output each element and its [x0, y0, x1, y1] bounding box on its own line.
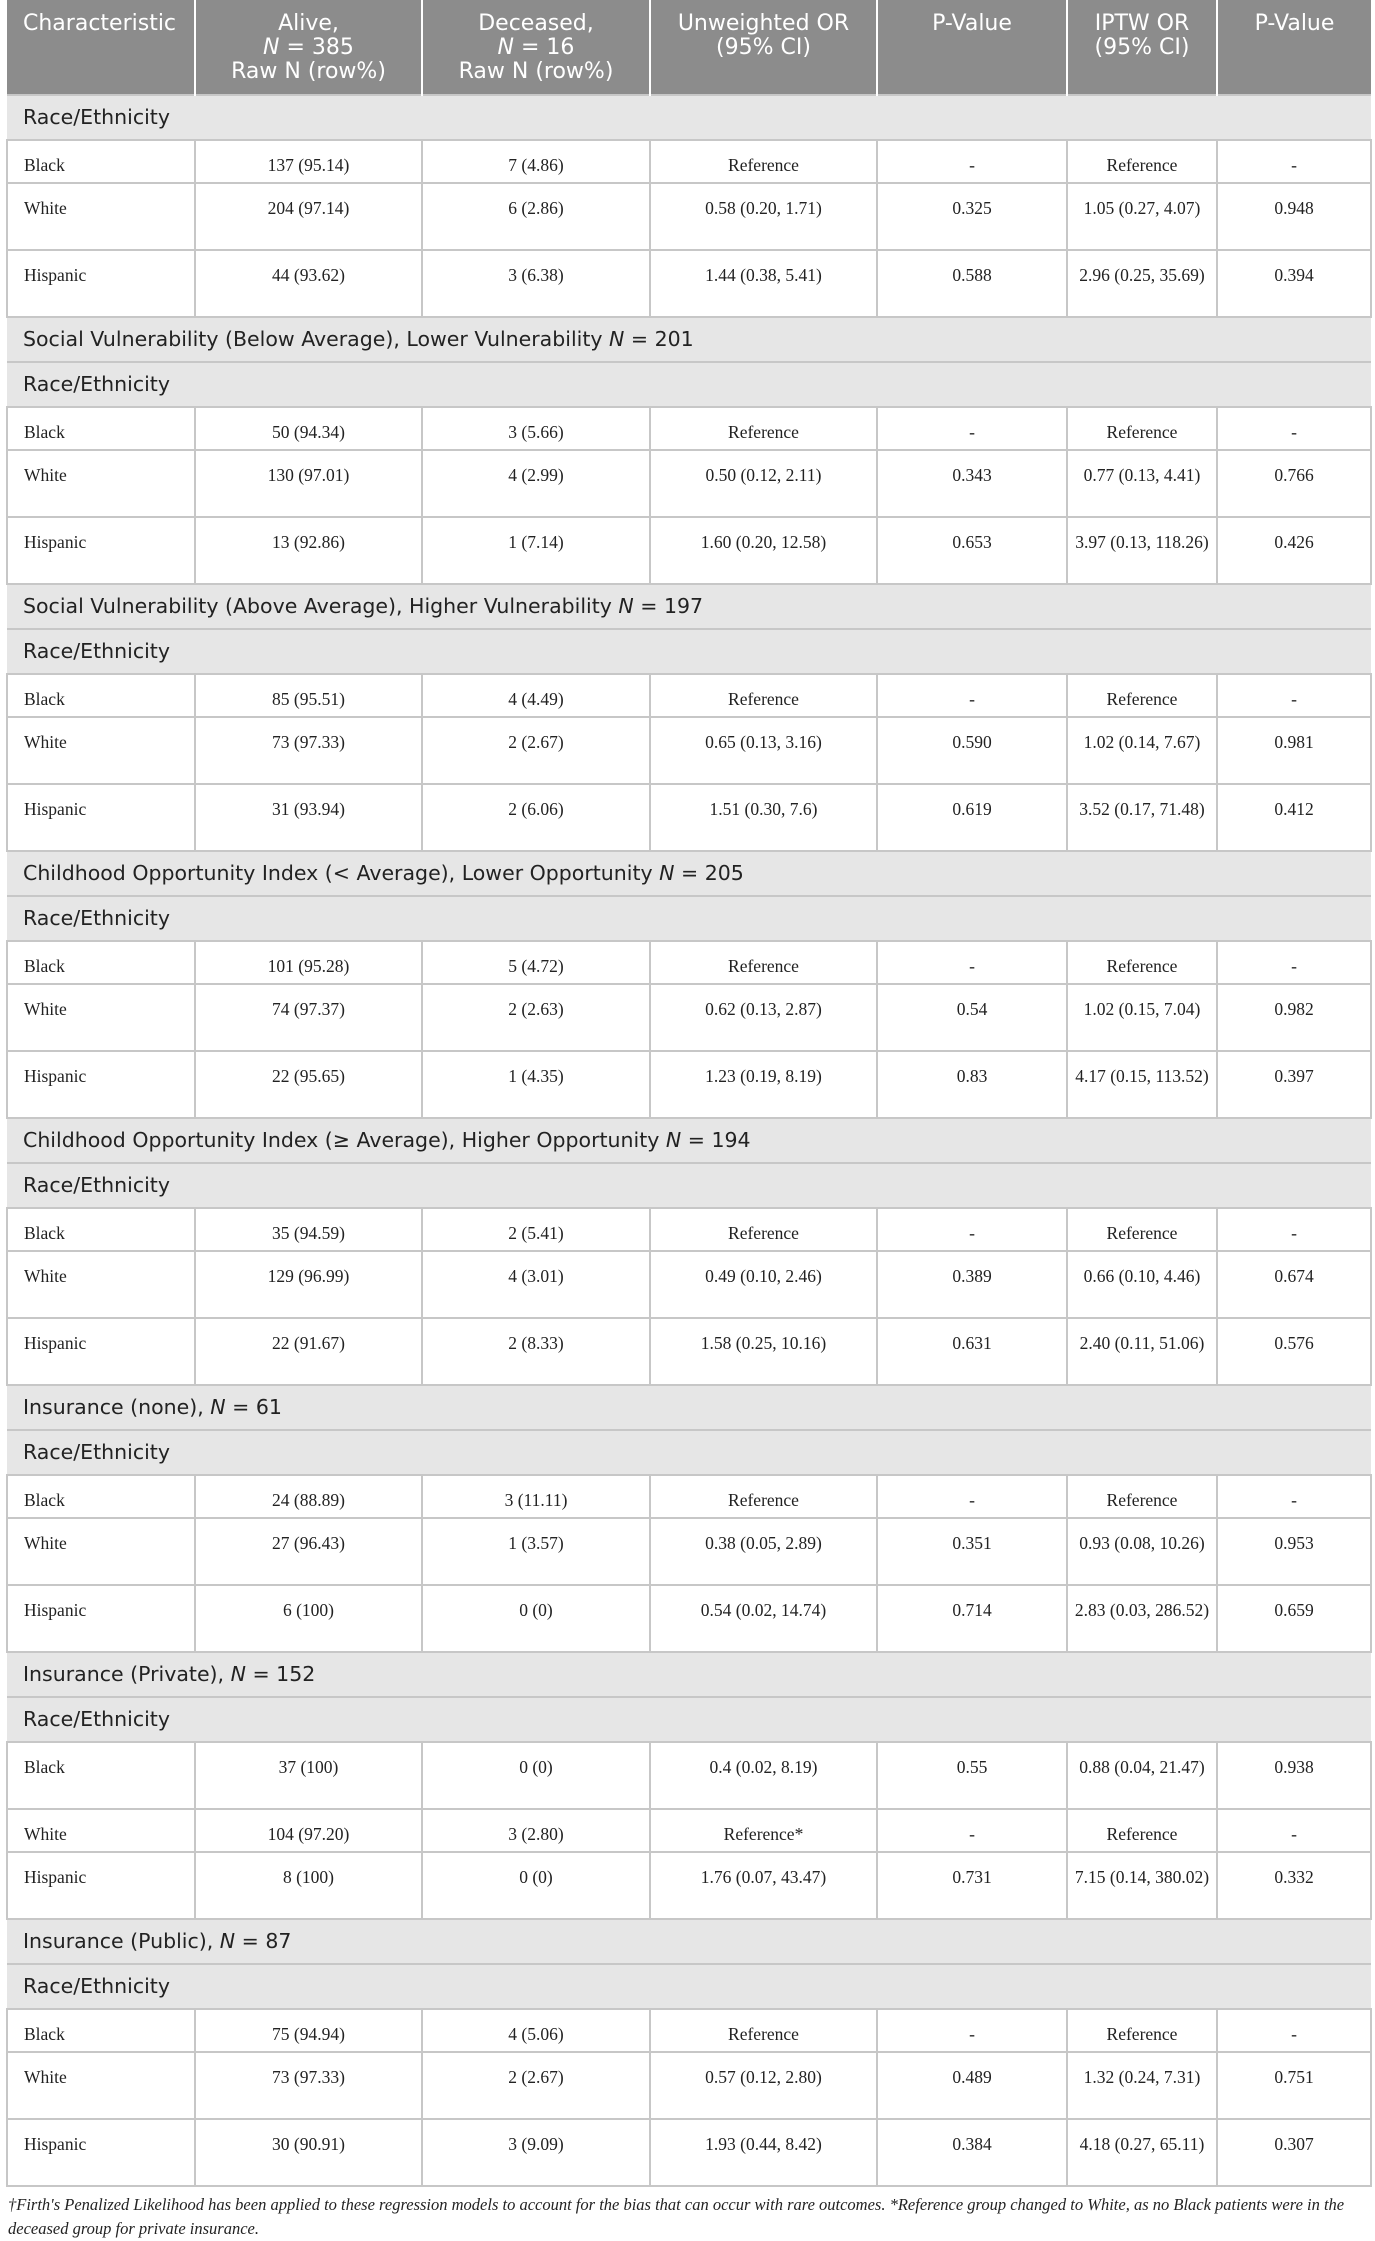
cell-pvalue-1: - — [877, 2009, 1067, 2052]
subheader-race-ethnicity: Race/Ethnicity — [7, 362, 1371, 407]
cell-deceased: 4 (4.49) — [422, 674, 650, 717]
table-body — [7, 95, 1371, 2186]
row-label: Hispanic — [7, 1318, 195, 1385]
cell-alive: 104 (97.20) — [195, 1809, 422, 1852]
cell-pvalue-2: 0.412 — [1217, 784, 1371, 851]
cell-unweighted-or: 0.58 (0.20, 1.71) — [650, 183, 877, 250]
section-header-row — [7, 584, 1371, 629]
subheader-race-ethnicity: Race/Ethnicity — [7, 1964, 1371, 2009]
row-label: White — [7, 450, 195, 517]
table-row — [7, 1585, 1371, 1652]
cell-pvalue-1: 0.55 — [877, 1742, 1067, 1809]
cell-pvalue-1: 0.731 — [877, 1852, 1067, 1919]
cell-iptw-or: 3.52 (0.17, 71.48) — [1067, 784, 1217, 851]
table-row — [7, 1742, 1371, 1809]
table-row — [7, 784, 1371, 851]
table-row — [7, 674, 1371, 717]
cell-unweighted-or: 1.76 (0.07, 43.47) — [650, 1852, 877, 1919]
row-label: Black — [7, 2009, 195, 2052]
cell-alive: 137 (95.14) — [195, 140, 422, 183]
section-header-row — [7, 1652, 1371, 1697]
row-label: Black — [7, 140, 195, 183]
cell-pvalue-1: 0.489 — [877, 2052, 1067, 2119]
cell-alive: 37 (100) — [195, 1742, 422, 1809]
cell-deceased: 3 (5.66) — [422, 407, 650, 450]
cell-unweighted-or: 0.62 (0.13, 2.87) — [650, 984, 877, 1051]
cell-alive: 35 (94.59) — [195, 1208, 422, 1251]
cell-unweighted-or: Reference — [650, 941, 877, 984]
cell-unweighted-or: Reference — [650, 1208, 877, 1251]
row-label: Black — [7, 1742, 195, 1809]
cell-pvalue-2: - — [1217, 1208, 1371, 1251]
cell-pvalue-2: 0.307 — [1217, 2119, 1371, 2186]
cell-pvalue-2: 0.576 — [1217, 1318, 1371, 1385]
cell-pvalue-1: 0.590 — [877, 717, 1067, 784]
cell-alive: 13 (92.86) — [195, 517, 422, 584]
table-row — [7, 183, 1371, 250]
cell-alive: 30 (90.91) — [195, 2119, 422, 2186]
cell-deceased: 1 (7.14) — [422, 517, 650, 584]
cell-pvalue-1: 0.619 — [877, 784, 1067, 851]
cell-pvalue-2: 0.981 — [1217, 717, 1371, 784]
cell-deceased: 0 (0) — [422, 1742, 650, 1809]
cell-iptw-or: Reference — [1067, 407, 1217, 450]
cell-pvalue-2: 0.766 — [1217, 450, 1371, 517]
row-label: White — [7, 1809, 195, 1852]
cell-pvalue-1: 0.343 — [877, 450, 1067, 517]
row-label: Hispanic — [7, 2119, 195, 2186]
row-label: Black — [7, 407, 195, 450]
table-row — [7, 1251, 1371, 1318]
cell-deceased: 2 (5.41) — [422, 1208, 650, 1251]
cell-unweighted-or: 0.50 (0.12, 2.11) — [650, 450, 877, 517]
cell-alive: 22 (95.65) — [195, 1051, 422, 1118]
row-label: White — [7, 1518, 195, 1585]
cell-pvalue-1: 0.588 — [877, 250, 1067, 317]
cell-pvalue-1: 0.631 — [877, 1318, 1067, 1385]
row-label: White — [7, 984, 195, 1051]
subheader-race-ethnicity: Race/Ethnicity — [7, 95, 1371, 140]
cell-iptw-or: Reference — [1067, 941, 1217, 984]
subheader-row — [7, 1697, 1371, 1742]
header-unweighted-or: Unweighted OR (95% CI) — [650, 0, 877, 95]
cell-iptw-or: 0.66 (0.10, 4.46) — [1067, 1251, 1217, 1318]
table-row — [7, 984, 1371, 1051]
cell-pvalue-2: 0.674 — [1217, 1251, 1371, 1318]
cell-unweighted-or: 1.44 (0.38, 5.41) — [650, 250, 877, 317]
cell-pvalue-1: 0.351 — [877, 1518, 1067, 1585]
cell-iptw-or: Reference — [1067, 2009, 1217, 2052]
cell-alive: 73 (97.33) — [195, 717, 422, 784]
table-row — [7, 1852, 1371, 1919]
table-container — [6, 0, 1370, 2241]
section-title: Social Vulnerability (Above Average), Higher Vulnerability N = 197 — [7, 584, 1371, 629]
cell-unweighted-or: 0.57 (0.12, 2.80) — [650, 2052, 877, 2119]
cell-unweighted-or: Reference — [650, 2009, 877, 2052]
cell-unweighted-or: 1.93 (0.44, 8.42) — [650, 2119, 877, 2186]
table-row — [7, 2009, 1371, 2052]
table-row — [7, 1208, 1371, 1251]
cell-deceased: 2 (6.06) — [422, 784, 650, 851]
cell-iptw-or: 1.02 (0.15, 7.04) — [1067, 984, 1217, 1051]
header-characteristic: Characteristic — [7, 0, 195, 95]
cell-unweighted-or: 1.58 (0.25, 10.16) — [650, 1318, 877, 1385]
cell-iptw-or: 0.93 (0.08, 10.26) — [1067, 1518, 1217, 1585]
table-row — [7, 517, 1371, 584]
cell-alive: 85 (95.51) — [195, 674, 422, 717]
row-label: White — [7, 717, 195, 784]
footnote: †Firth's Penalized Likelihood has been applied to these regression models to account for the bias that can occur with rare outcomes. *Reference group changed to White, as no Black patients were in the deceased group for private insurance. — [8, 2195, 1345, 2238]
cell-alive: 204 (97.14) — [195, 183, 422, 250]
cell-iptw-or: 2.83 (0.03, 286.52) — [1067, 1585, 1217, 1652]
cell-deceased: 4 (3.01) — [422, 1251, 650, 1318]
section-title: Social Vulnerability (Below Average), Lower Vulnerability N = 201 — [7, 317, 1371, 362]
cell-iptw-or: Reference — [1067, 674, 1217, 717]
cell-unweighted-or: 0.54 (0.02, 14.74) — [650, 1585, 877, 1652]
cell-unweighted-or: Reference — [650, 140, 877, 183]
results-table — [6, 0, 1372, 2187]
table-row — [7, 2052, 1371, 2119]
table-row — [7, 2119, 1371, 2186]
section-title: Insurance (none), N = 61 — [7, 1385, 1371, 1430]
cell-iptw-or: Reference — [1067, 1809, 1217, 1852]
cell-pvalue-2: 0.426 — [1217, 517, 1371, 584]
table-row — [7, 250, 1371, 317]
cell-unweighted-or: Reference — [650, 407, 877, 450]
cell-alive: 50 (94.34) — [195, 407, 422, 450]
cell-deceased: 4 (2.99) — [422, 450, 650, 517]
cell-alive: 24 (88.89) — [195, 1475, 422, 1518]
cell-pvalue-2: 0.659 — [1217, 1585, 1371, 1652]
table-row — [7, 407, 1371, 450]
cell-deceased: 0 (0) — [422, 1852, 650, 1919]
cell-pvalue-1: 0.389 — [877, 1251, 1067, 1318]
row-label: Black — [7, 1475, 195, 1518]
cell-iptw-or: 2.96 (0.25, 35.69) — [1067, 250, 1217, 317]
cell-unweighted-or: 1.60 (0.20, 12.58) — [650, 517, 877, 584]
cell-alive: 75 (94.94) — [195, 2009, 422, 2052]
cell-iptw-or: 3.97 (0.13, 118.26) — [1067, 517, 1217, 584]
cell-deceased: 0 (0) — [422, 1585, 650, 1652]
cell-pvalue-2: 0.394 — [1217, 250, 1371, 317]
cell-iptw-or: 2.40 (0.11, 51.06) — [1067, 1318, 1217, 1385]
cell-pvalue-1: - — [877, 941, 1067, 984]
section-header-row — [7, 851, 1371, 896]
cell-deceased: 2 (2.67) — [422, 2052, 650, 2119]
cell-unweighted-or: 1.23 (0.19, 8.19) — [650, 1051, 877, 1118]
cell-alive: 22 (91.67) — [195, 1318, 422, 1385]
cell-deceased: 3 (11.11) — [422, 1475, 650, 1518]
cell-deceased: 3 (6.38) — [422, 250, 650, 317]
subheader-race-ethnicity: Race/Ethnicity — [7, 1430, 1371, 1475]
header-alive: Alive, N = 385 Raw N (row%) — [195, 0, 422, 95]
cell-deceased: 5 (4.72) — [422, 941, 650, 984]
subheader-row — [7, 896, 1371, 941]
cell-deceased: 6 (2.86) — [422, 183, 650, 250]
row-label: Hispanic — [7, 250, 195, 317]
header-iptw-or: IPTW OR (95% CI) — [1067, 0, 1217, 95]
cell-iptw-or: Reference — [1067, 1208, 1217, 1251]
cell-deceased: 2 (2.67) — [422, 717, 650, 784]
row-label: White — [7, 183, 195, 250]
cell-pvalue-2: 0.953 — [1217, 1518, 1371, 1585]
subheader-race-ethnicity: Race/Ethnicity — [7, 629, 1371, 674]
cell-iptw-or: 0.88 (0.04, 21.47) — [1067, 1742, 1217, 1809]
cell-pvalue-1: 0.653 — [877, 517, 1067, 584]
cell-iptw-or: Reference — [1067, 140, 1217, 183]
cell-alive: 44 (93.62) — [195, 250, 422, 317]
section-header-row — [7, 317, 1371, 362]
row-label: Hispanic — [7, 517, 195, 584]
cell-unweighted-or: Reference — [650, 1475, 877, 1518]
cell-unweighted-or: 0.49 (0.10, 2.46) — [650, 1251, 877, 1318]
cell-pvalue-1: 0.325 — [877, 183, 1067, 250]
cell-unweighted-or: 0.65 (0.13, 3.16) — [650, 717, 877, 784]
cell-pvalue-2: - — [1217, 140, 1371, 183]
row-label: White — [7, 2052, 195, 2119]
table-row — [7, 941, 1371, 984]
table-row — [7, 717, 1371, 784]
table-header — [7, 0, 1371, 95]
cell-pvalue-1: 0.54 — [877, 984, 1067, 1051]
header-pvalue-1: P-Value — [877, 0, 1067, 95]
cell-alive: 73 (97.33) — [195, 2052, 422, 2119]
cell-pvalue-2: - — [1217, 941, 1371, 984]
cell-alive: 8 (100) — [195, 1852, 422, 1919]
cell-iptw-or: 7.15 (0.14, 380.02) — [1067, 1852, 1217, 1919]
cell-iptw-or: 4.18 (0.27, 65.11) — [1067, 2119, 1217, 2186]
subheader-row — [7, 362, 1371, 407]
table-row — [7, 450, 1371, 517]
table-row — [7, 1318, 1371, 1385]
section-title: Childhood Opportunity Index (≥ Average), Higher Opportunity N = 194 — [7, 1118, 1371, 1163]
subheader-race-ethnicity: Race/Ethnicity — [7, 896, 1371, 941]
cell-pvalue-1: - — [877, 140, 1067, 183]
cell-deceased: 2 (8.33) — [422, 1318, 650, 1385]
cell-pvalue-1: 0.83 — [877, 1051, 1067, 1118]
cell-pvalue-1: 0.384 — [877, 2119, 1067, 2186]
cell-deceased: 1 (4.35) — [422, 1051, 650, 1118]
row-label: Hispanic — [7, 1051, 195, 1118]
row-label: Hispanic — [7, 784, 195, 851]
cell-deceased: 3 (2.80) — [422, 1809, 650, 1852]
table-row — [7, 1051, 1371, 1118]
cell-pvalue-1: - — [877, 1475, 1067, 1518]
row-label: Black — [7, 1208, 195, 1251]
section-header-row — [7, 1385, 1371, 1430]
row-label: Black — [7, 674, 195, 717]
cell-alive: 27 (96.43) — [195, 1518, 422, 1585]
cell-pvalue-2: - — [1217, 674, 1371, 717]
subheader-row — [7, 629, 1371, 674]
subheader-row — [7, 95, 1371, 140]
cell-alive: 130 (97.01) — [195, 450, 422, 517]
table-row — [7, 140, 1371, 183]
cell-pvalue-2: 0.938 — [1217, 1742, 1371, 1809]
cell-unweighted-or: 0.38 (0.05, 2.89) — [650, 1518, 877, 1585]
section-title: Childhood Opportunity Index (< Average), Lower Opportunity N = 205 — [7, 851, 1371, 896]
cell-iptw-or: 1.02 (0.14, 7.67) — [1067, 717, 1217, 784]
cell-pvalue-2: 0.982 — [1217, 984, 1371, 1051]
subheader-row — [7, 1430, 1371, 1475]
cell-pvalue-1: - — [877, 1809, 1067, 1852]
cell-pvalue-2: - — [1217, 407, 1371, 450]
cell-pvalue-2: 0.397 — [1217, 1051, 1371, 1118]
cell-deceased: 3 (9.09) — [422, 2119, 650, 2186]
cell-pvalue-2: - — [1217, 2009, 1371, 2052]
header-deceased: Deceased, N = 16 Raw N (row%) — [422, 0, 650, 95]
section-header-row — [7, 1919, 1371, 1964]
row-label: Hispanic — [7, 1852, 195, 1919]
section-title: Insurance (Public), N = 87 — [7, 1919, 1371, 1964]
cell-alive: 101 (95.28) — [195, 941, 422, 984]
table-row — [7, 1475, 1371, 1518]
subheader-race-ethnicity: Race/Ethnicity — [7, 1163, 1371, 1208]
cell-iptw-or: 1.32 (0.24, 7.31) — [1067, 2052, 1217, 2119]
cell-pvalue-1: - — [877, 407, 1067, 450]
section-title: Insurance (Private), N = 152 — [7, 1652, 1371, 1697]
header-pvalue-2: P-Value — [1217, 0, 1371, 95]
row-label: White — [7, 1251, 195, 1318]
cell-alive: 74 (97.37) — [195, 984, 422, 1051]
cell-iptw-or: 1.05 (0.27, 4.07) — [1067, 183, 1217, 250]
cell-deceased: 7 (4.86) — [422, 140, 650, 183]
section-header-row — [7, 1118, 1371, 1163]
table-row — [7, 1518, 1371, 1585]
cell-pvalue-2: 0.751 — [1217, 2052, 1371, 2119]
subheader-race-ethnicity: Race/Ethnicity — [7, 1697, 1371, 1742]
cell-unweighted-or: 0.4 (0.02, 8.19) — [650, 1742, 877, 1809]
cell-pvalue-1: - — [877, 1208, 1067, 1251]
cell-deceased: 2 (2.63) — [422, 984, 650, 1051]
table-row — [7, 1809, 1371, 1852]
cell-iptw-or: Reference — [1067, 1475, 1217, 1518]
row-label: Black — [7, 941, 195, 984]
cell-pvalue-2: 0.332 — [1217, 1852, 1371, 1919]
cell-alive: 6 (100) — [195, 1585, 422, 1652]
cell-pvalue-2: - — [1217, 1475, 1371, 1518]
cell-iptw-or: 4.17 (0.15, 113.52) — [1067, 1051, 1217, 1118]
cell-alive: 129 (96.99) — [195, 1251, 422, 1318]
subheader-row — [7, 1964, 1371, 2009]
cell-unweighted-or: Reference — [650, 674, 877, 717]
row-label: Hispanic — [7, 1585, 195, 1652]
cell-pvalue-2: - — [1217, 1809, 1371, 1852]
cell-alive: 31 (93.94) — [195, 784, 422, 851]
cell-pvalue-2: 0.948 — [1217, 183, 1371, 250]
cell-pvalue-1: 0.714 — [877, 1585, 1067, 1652]
cell-unweighted-or: 1.51 (0.30, 7.6) — [650, 784, 877, 851]
cell-pvalue-1: - — [877, 674, 1067, 717]
cell-iptw-or: 0.77 (0.13, 4.41) — [1067, 450, 1217, 517]
subheader-row — [7, 1163, 1371, 1208]
cell-deceased: 1 (3.57) — [422, 1518, 650, 1585]
cell-deceased: 4 (5.06) — [422, 2009, 650, 2052]
cell-unweighted-or: Reference* — [650, 1809, 877, 1852]
